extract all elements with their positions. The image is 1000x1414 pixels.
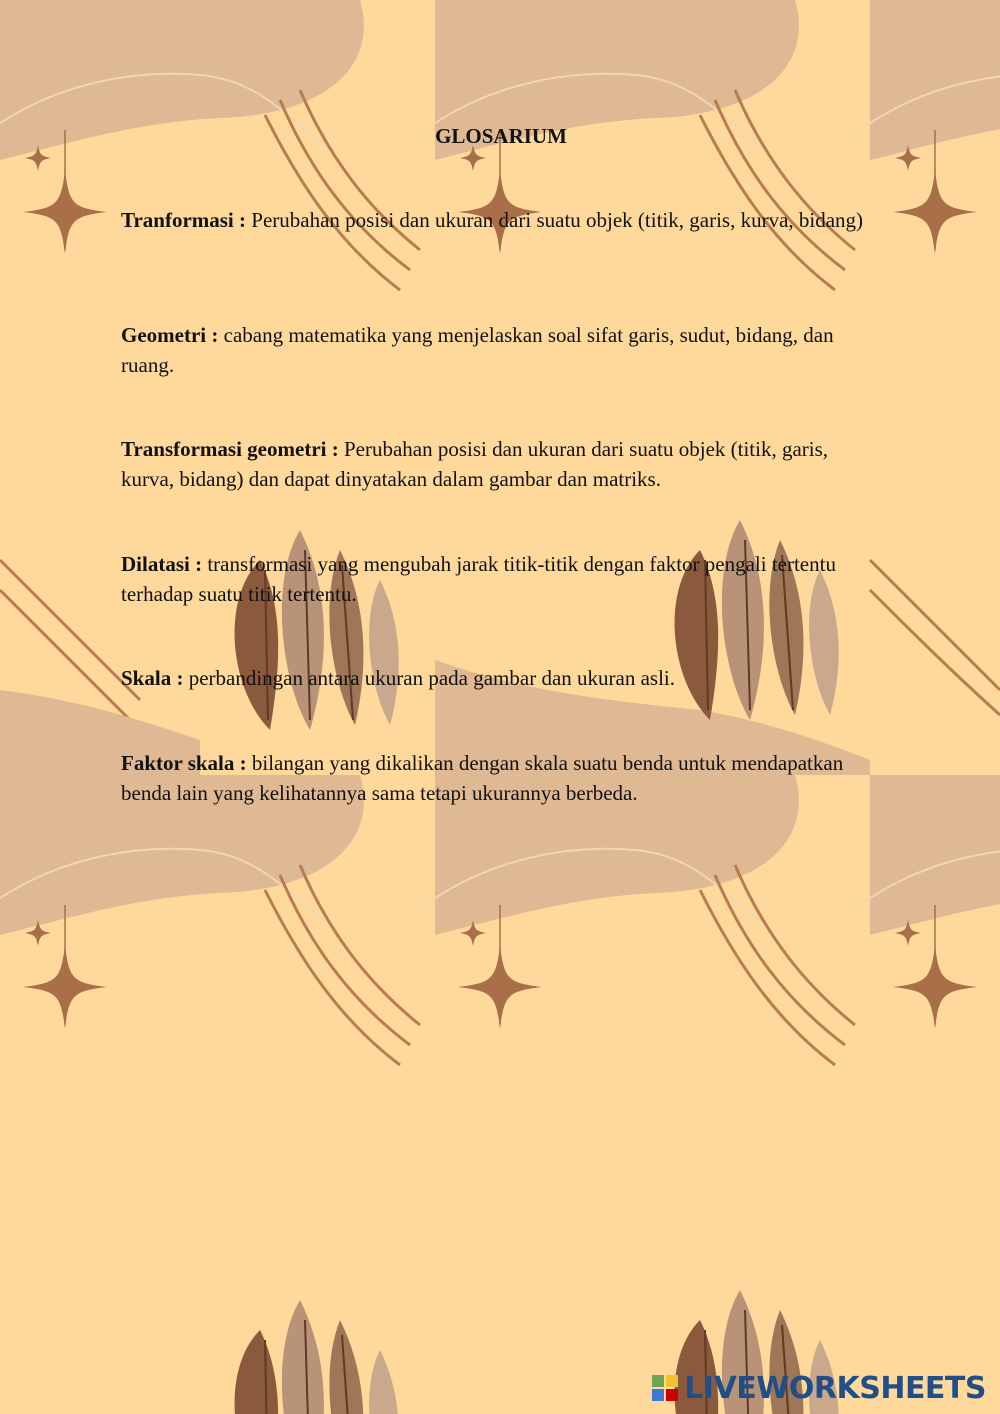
glossary-definition: bilangan yang dikalikan dengan skala suatu benda untuk mendapatkan benda lain yang kelihatannya sama tetapi ukurannya berbeda. [121,751,844,805]
glossary-entry-geometri [121,320,881,380]
glossary-entry-transformasi-geometri [121,434,881,494]
glossary-term: Skala : [121,666,184,690]
glossary-term: Faktor skala : [121,751,247,775]
glossary-term: Dilatasi : [121,552,203,576]
glossary-definition: transformasi yang mengubah jarak titik-titik dengan faktor pengali tertentu terhadap suatu titik tertentu. [121,552,836,606]
page-title: GLOSARIUM [435,124,567,148]
glossary-term: Tranformasi : [121,208,247,232]
liveworksheets-watermark[interactable] [652,1370,986,1406]
glossary-entry-tranformasi [121,205,881,235]
glossary-term: Transformasi geometri : [121,437,339,461]
glossary-term: Geometri : [121,323,219,347]
glossary-definition: Perubahan posisi dan ukuran dari suatu objek (titik, garis, kurva, bidang) [251,208,864,232]
glossary-definition: cabang matematika yang menjelaskan soal sifat garis, sudut, bidang, dan ruang. [121,323,834,377]
glossary-entry-dilatasi [121,549,881,609]
glossary-entry-skala [121,663,881,693]
glossary-entry-faktor-skala [121,748,881,808]
watermark-text: LIVEWORKSHEETS [684,1370,986,1406]
liveworksheets-logo-icon [652,1375,678,1401]
glossary-definition: Perubahan posisi dan ukuran dari suatu objek (titik, garis, kurva, bidang) dan dapat dinyatakan dalam gambar dan matriks. [121,437,829,491]
glossary-definition: perbandingan antara ukuran pada gambar dan ukuran asli. [188,666,675,690]
